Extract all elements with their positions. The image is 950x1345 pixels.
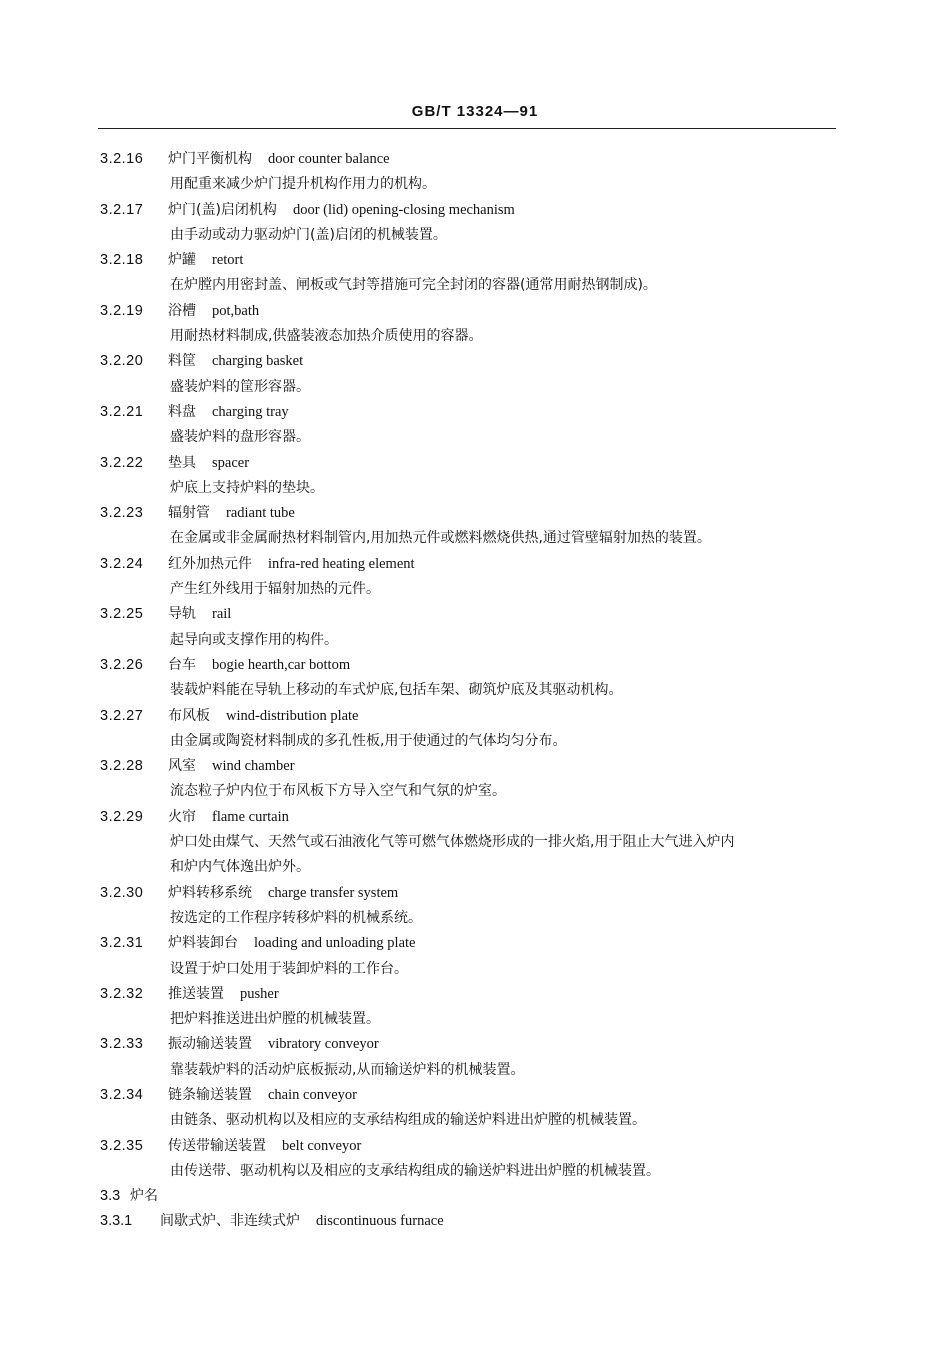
- term-definition: 用配重来减少炉门提升机构作用力的机构。: [170, 176, 436, 193]
- term-heading: [100, 931, 845, 956]
- term-number: 3.2.16: [100, 151, 144, 167]
- term-zh: 链条输送装置: [168, 1086, 252, 1103]
- term-entry: [100, 754, 845, 805]
- term-heading: [100, 552, 845, 577]
- term-entry: [100, 501, 845, 552]
- term-number: 3.2.24: [100, 555, 144, 572]
- term-zh: 炉门平衡机构: [168, 151, 252, 167]
- term-zh: 风室: [168, 758, 196, 775]
- term-zh: 浴槽: [168, 302, 196, 319]
- term-number: 3.2.29: [100, 808, 144, 825]
- term-zh: 传送带输送装置: [168, 1137, 266, 1154]
- term-entry: [100, 198, 845, 249]
- term-definition: 装载炉料能在导轨上移动的车式炉底,包括车架、砌筑炉底及其驱动机构。: [170, 682, 623, 699]
- term-definition: 产生红外线用于辐射加热的元件。: [170, 581, 380, 598]
- term-heading: [100, 299, 845, 324]
- term-entry: [100, 349, 845, 400]
- term-number: 3.2.17: [100, 201, 144, 218]
- term-heading: [100, 501, 845, 526]
- term-entry: [100, 982, 845, 1033]
- term-number: 3.2.34: [100, 1086, 144, 1103]
- term-number: 3.2.19: [100, 302, 144, 319]
- term-heading: [100, 349, 845, 374]
- section-number: 3.3: [100, 1188, 121, 1205]
- term-zh: 火帘: [168, 808, 196, 825]
- term-zh: 台车: [168, 656, 196, 673]
- term-entry: [100, 400, 845, 451]
- term-definition: 设置于炉口处用于装卸炉料的工作台。: [170, 960, 408, 977]
- term-zh: 推送装置: [168, 985, 224, 1002]
- subsection-term-en: discontinuous furnace: [316, 1213, 444, 1230]
- term-definition: 炉底上支持炉料的垫块。: [170, 479, 324, 496]
- term-number: 3.2.25: [100, 606, 144, 623]
- term-entry: [100, 805, 845, 881]
- term-definition: 起导向或支撑作用的构件。: [170, 631, 338, 648]
- term-number: 3.2.22: [100, 454, 144, 471]
- term-definition: 由手动或动力驱动炉门(盖)启闭的机械装置。: [170, 226, 447, 243]
- term-zh: 红外加热元件: [168, 555, 252, 572]
- section-title: 炉名: [130, 1188, 158, 1205]
- term-zh: 导轨: [168, 606, 196, 623]
- term-en: charging basket: [212, 353, 304, 370]
- term-entry: [100, 299, 845, 350]
- term-heading: [100, 248, 845, 273]
- term-heading: [100, 1134, 845, 1159]
- term-number: 3.2.33: [100, 1036, 144, 1053]
- term-definition: 和炉内气体逸出炉外。: [170, 859, 310, 876]
- term-en: infra-red heating element: [268, 555, 415, 572]
- term-definition: 在炉膛内用密封盖、闸板或气封等措施可完全封闭的容器(通常用耐热钢制成)。: [170, 277, 657, 294]
- term-entry: [100, 147, 845, 198]
- term-zh: 料盘: [168, 403, 196, 420]
- term-heading: [100, 451, 845, 476]
- term-definition: 把炉料推送进出炉膛的机械装置。: [170, 1011, 380, 1028]
- term-en: belt conveyor: [282, 1137, 362, 1154]
- term-en: retort: [212, 252, 244, 269]
- term-number: 3.2.20: [100, 353, 144, 370]
- term-definition: 由链条、驱动机构以及相应的支承结构组成的输送炉料进出炉膛的机械装置。: [170, 1112, 646, 1129]
- subsection-heading: [100, 1209, 845, 1234]
- term-zh: 炉料转移系统: [168, 884, 252, 901]
- header-rule: [98, 128, 836, 129]
- term-heading: [100, 1083, 845, 1108]
- term-en: flame curtain: [212, 808, 289, 825]
- term-heading: [100, 653, 845, 678]
- term-en: spacer: [212, 454, 250, 471]
- term-zh: 垫具: [168, 454, 196, 471]
- term-zh: 炉罐: [168, 252, 196, 269]
- term-definition: 流态粒子炉内位于布风板下方导入空气和气氛的炉室。: [170, 783, 506, 800]
- term-entry: [100, 881, 845, 932]
- term-heading: [100, 881, 845, 906]
- term-entry: [100, 451, 845, 502]
- term-entry: [100, 1032, 845, 1083]
- term-definition: 炉口处由煤气、天然气或石油液化气等可燃气体燃烧形成的一排火焰,用于阻止大气进入炉内: [170, 834, 735, 851]
- term-en: charge transfer system: [268, 884, 399, 901]
- term-number: 3.2.18: [100, 252, 144, 269]
- term-heading: [100, 602, 845, 627]
- term-number: 3.2.28: [100, 758, 144, 775]
- term-definition: 按选定的工作程序转移炉料的机械系统。: [170, 909, 422, 926]
- term-heading: [100, 147, 845, 172]
- term-number: 3.2.31: [100, 935, 144, 952]
- term-en: pusher: [240, 985, 279, 1002]
- term-entry: [100, 248, 845, 299]
- term-definition: 靠装载炉料的活动炉底板振动,从而输送炉料的机械装置。: [170, 1061, 525, 1078]
- term-number: 3.2.35: [100, 1137, 144, 1154]
- term-en: bogie hearth,car bottom: [212, 656, 351, 673]
- term-heading: [100, 704, 845, 729]
- term-en: wind chamber: [212, 758, 295, 775]
- term-en: chain conveyor: [268, 1086, 357, 1103]
- term-entry: [100, 704, 845, 755]
- term-en: radiant tube: [226, 505, 295, 522]
- term-zh: 炉料装卸台: [168, 935, 238, 952]
- term-zh: 布风板: [168, 707, 210, 724]
- page-header: GB/T 13324—91: [411, 103, 539, 120]
- term-definition: 盛装炉料的盘形容器。: [170, 429, 310, 446]
- term-en: wind-distribution plate: [226, 707, 359, 724]
- term-entry: [100, 653, 845, 704]
- term-definition: 用耐热材料制成,供盛装液态加热介质使用的容器。: [170, 328, 483, 345]
- term-heading: [100, 1032, 845, 1057]
- term-heading: [100, 400, 845, 425]
- term-en: vibratory conveyor: [268, 1036, 379, 1053]
- term-number: 3.2.32: [100, 985, 144, 1002]
- term-number: 3.2.23: [100, 505, 144, 522]
- subsection-term-zh: 间歇式炉、非连续式炉: [160, 1213, 300, 1230]
- term-heading: [100, 805, 845, 830]
- term-list: [100, 147, 845, 1184]
- term-en: rail: [212, 606, 232, 623]
- term-en: door counter balance: [268, 151, 390, 167]
- term-number: 3.2.21: [100, 403, 144, 420]
- term-heading: [100, 982, 845, 1007]
- term-entry: [100, 552, 845, 603]
- section-heading: [100, 1184, 845, 1209]
- term-entry: [100, 1134, 845, 1185]
- term-heading: [100, 198, 845, 223]
- term-entry: [100, 931, 845, 982]
- term-en: pot,bath: [212, 302, 260, 319]
- term-en: loading and unloading plate: [254, 935, 416, 952]
- term-entry: [100, 1083, 845, 1134]
- subsection-number: 3.3.1: [100, 1213, 133, 1230]
- term-definition: 盛装炉料的筐形容器。: [170, 378, 310, 395]
- term-definition: 由传送带、驱动机构以及相应的支承结构组成的输送炉料进出炉膛的机械装置。: [170, 1162, 660, 1179]
- term-zh: 料筐: [168, 353, 196, 370]
- term-number: 3.2.26: [100, 656, 144, 673]
- term-en: charging tray: [212, 403, 289, 420]
- term-entry: [100, 602, 845, 653]
- term-number: 3.2.30: [100, 884, 144, 901]
- document-body: [100, 147, 845, 1235]
- term-number: 3.2.27: [100, 707, 144, 724]
- term-heading: [100, 754, 845, 779]
- term-zh: 炉门(盖)启闭机构: [168, 201, 277, 218]
- term-en: door (lid) opening-closing mechanism: [292, 201, 515, 218]
- term-definition: 在金属或非金属耐热材料制管内,用加热元件或燃料燃烧供热,通过管壁辐射加热的装置。: [170, 530, 711, 547]
- term-zh: 辐射管: [168, 505, 210, 522]
- term-definition: 由金属或陶瓷材料制成的多孔性板,用于使通过的气体均匀分布。: [170, 732, 567, 749]
- term-zh: 振动输送装置: [168, 1036, 252, 1053]
